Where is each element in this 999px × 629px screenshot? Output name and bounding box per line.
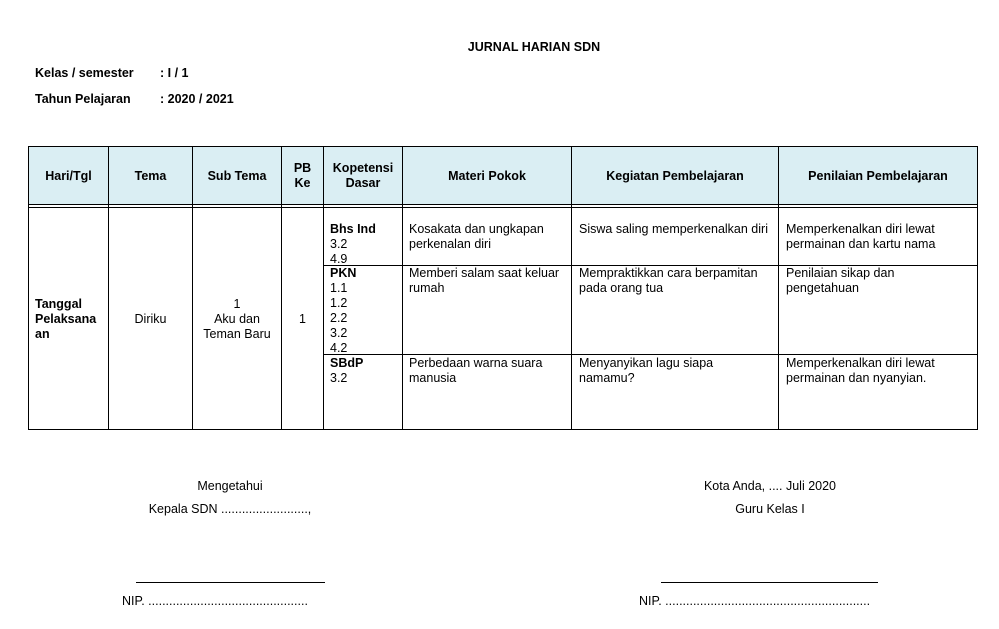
document-title: JURNAL HARIAN SDN <box>467 40 601 54</box>
journal-table <box>28 146 978 430</box>
hari-cell: Tanggal Pelaksana an <box>35 297 97 341</box>
kelas-label: Kelas / semester <box>35 66 134 80</box>
kegiatan-cell: Menyanyikan lagu siapa namamu? <box>579 356 714 385</box>
signature-right-date: Kota Anda, .... Juli 2020 <box>703 479 837 493</box>
penilaian-cell: Memperkenalkan diri lewat permainan dan nyanyian. <box>786 356 935 385</box>
signature-right-line <box>661 582 878 583</box>
kd-cell: SBdP 3.2 <box>330 356 364 385</box>
header-hari: Hari/Tgl <box>45 168 92 183</box>
signature-left-title: Kepala SDN ........................., <box>148 502 312 516</box>
materi-cell: Memberi salam saat keluar rumah <box>409 266 560 295</box>
header-tema: Tema <box>134 168 167 183</box>
kd-cell: Bhs Ind 3.2 4.9 <box>330 222 376 266</box>
materi-cell: Kosakata dan ungkapan perkenalan diri <box>409 222 544 251</box>
signature-left-line <box>136 582 325 583</box>
kd-cell: PKN 1.1 1.2 2.2 3.2 4.2 <box>330 266 357 355</box>
header-pb: PB Ke <box>293 161 312 190</box>
penilaian-cell: Penilaian sikap dan pengetahuan <box>786 266 895 295</box>
header-subtema: Sub Tema <box>207 168 267 183</box>
tahun-value: : 2020 / 2021 <box>160 92 234 106</box>
signature-right-title: Guru Kelas I <box>735 502 805 516</box>
kegiatan-cell: Siswa saling memperkenalkan diri <box>579 222 768 236</box>
pb-cell: 1 <box>299 312 306 326</box>
header-materi: Materi Pokok <box>448 168 526 183</box>
signature-right-nip: NIP. ........................................................... <box>639 594 871 608</box>
header-double-line <box>29 207 977 208</box>
header-penilaian: Penilaian Pembelajaran <box>808 168 948 183</box>
tema-cell: Diriku <box>134 312 167 326</box>
kelas-value: : I / 1 <box>160 66 189 80</box>
signature-left-nip: NIP. .............................................. <box>122 594 308 608</box>
materi-cell: Perbedaan warna suara manusia <box>409 356 543 385</box>
header-kegiatan: Kegiatan Pembelajaran <box>606 168 744 183</box>
tahun-label: Tahun Pelajaran <box>35 92 131 106</box>
kegiatan-cell: Mempraktikkan cara berpamitan pada orang tua <box>579 266 758 295</box>
penilaian-cell: Memperkenalkan diri lewat permainan dan kartu nama <box>786 222 936 251</box>
signature-left-heading: Mengetahui <box>197 479 263 493</box>
subtema-cell: 1 Aku dan Teman Baru <box>203 297 271 341</box>
header-kd: Kopetensi Dasar <box>332 161 394 190</box>
